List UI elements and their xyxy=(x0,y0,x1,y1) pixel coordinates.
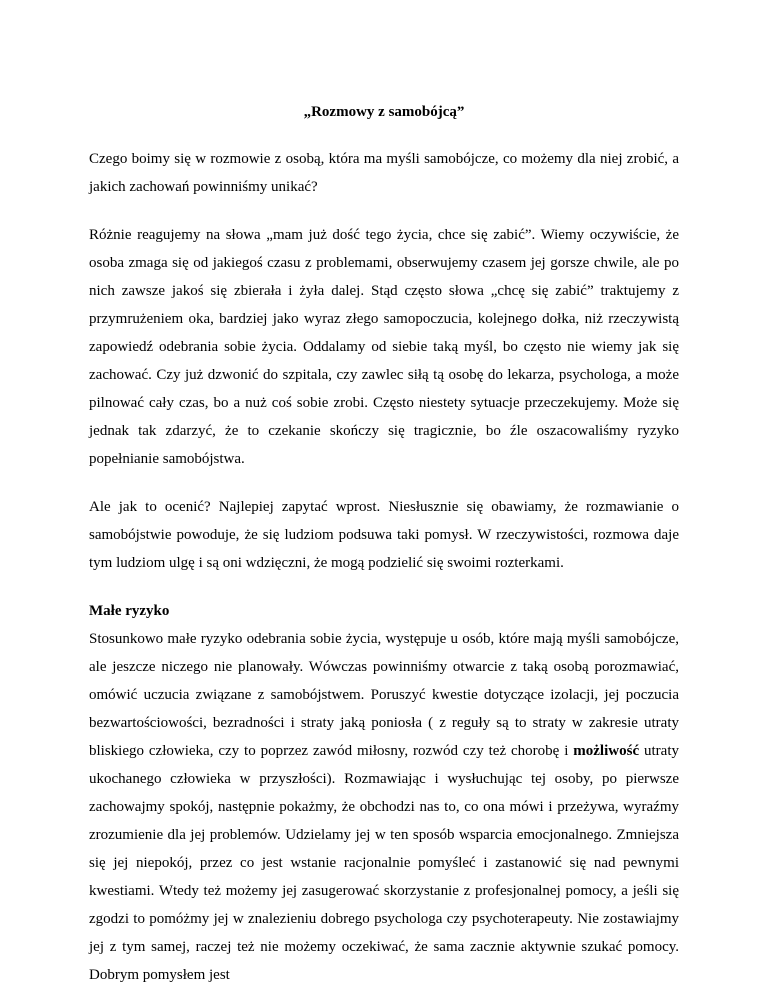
document-body xyxy=(89,145,679,989)
document-title: „Rozmowy z samobójcą” xyxy=(303,104,465,120)
bold-word-mozliwosc: możliwość xyxy=(573,743,640,759)
low-risk-text-part-1: Stosunkowo małe ryzyko odebrania sobie życia, występuje u osób, które mają myśli samobójcze, ale jeszcze niczego nie planowały. Wówczas powinniśmy otwarcie z taką osobą porozmawiać, omówić uczucia związane z samobójstwem. Poruszyć kwestie dotyczące izolacji, jej poczucia bezwartościowości, bezradności i straty jaką poniosła ( z reguły są to straty w zakresie utraty bliskiego człowieka, czy to poprzez zawód miłosny, rozwód czy też chorobę i xyxy=(89,631,679,759)
paragraph-intro-question: Czego boimy się w rozmowie z osobą, która ma myśli samobójcze, co możemy dla niej zrobić, a jakich zachowań powinniśmy unikać? xyxy=(89,151,679,195)
low-risk-text-part-2: utraty ukochanego człowieka w przyszłości). Rozmawiając i wysłuchując tej osoby, po pierwsze zachowajmy spokój, następnie pokażmy, że obchodzi nas to, co ona mówi i przeżywa, wyraźmy zrozumienie dla jej problemów. Udzielamy jej w ten sposób wsparcia emocjonalnego. Zmniejsza się jej niepokój, przez co jest wstanie racjonalnie pomyśleć i zastanowić się nad pewnymi kwestiami. Wtedy też możemy jej zasugerować skorzystanie z profesjonalnej pomocy, a jeśli się zgodzi to pomóżmy jej w znalezieniu dobrego psychologa czy psychoterapeuty. Nie zostawiajmy jej z tym samej, raczej też nie możemy oczekiwać, że sama zacznie aktywnie szukać pomocy. Dobrym pomysłem jest xyxy=(89,743,679,983)
paragraph-low-risk xyxy=(89,625,679,989)
paragraph-how-to-assess: Ale jak to ocenić? Najlepiej zapytać wprost. Niesłusznie się obawiamy, że rozmawianie o samobójstwie powoduje, że się ludziom podsuwa taki pomysł. W rzeczywistości, rozmowa daje tym ludziom ulgę i są oni wdzięczni, że mogą podzielić się swoimi rozterkami. xyxy=(89,499,679,571)
paragraph-reactions: Różnie reagujemy na słowa „mam już dość tego życia, chce się zabić”. Wiemy oczywiście, że osoba zmaga się od jakiegoś czasu z problemami, obserwujemy czasem jej gorsze chwile, ale po nich zawsze jakoś się zbierała i żyła dalej. Stąd często słowa „chcę się zabić” traktujemy z przymrużeniem oka, bardziej jako wyraz złego samopoczucia, kolejnego dołka, niż rzeczywistą zapowiedź odebrania sobie życia. Oddalamy od siebie taką myśl, bo często nie wiemy jak się zachować. Czy już dzwonić do szpitala, czy zawlec siłą tą osobę do lekarza, psychologa, a może pilnować cały czas, bo a nuż coś sobie zrobi. Często niestety sytuacje przeczekujemy. Może się jednak tak zdarzyć, że to czekanie skończy się tragicznie, bo źle oszacowaliśmy ryzyko popełnianie samobójstwa. xyxy=(89,227,679,467)
section-heading-low-risk: Małe ryzyko xyxy=(89,603,170,619)
